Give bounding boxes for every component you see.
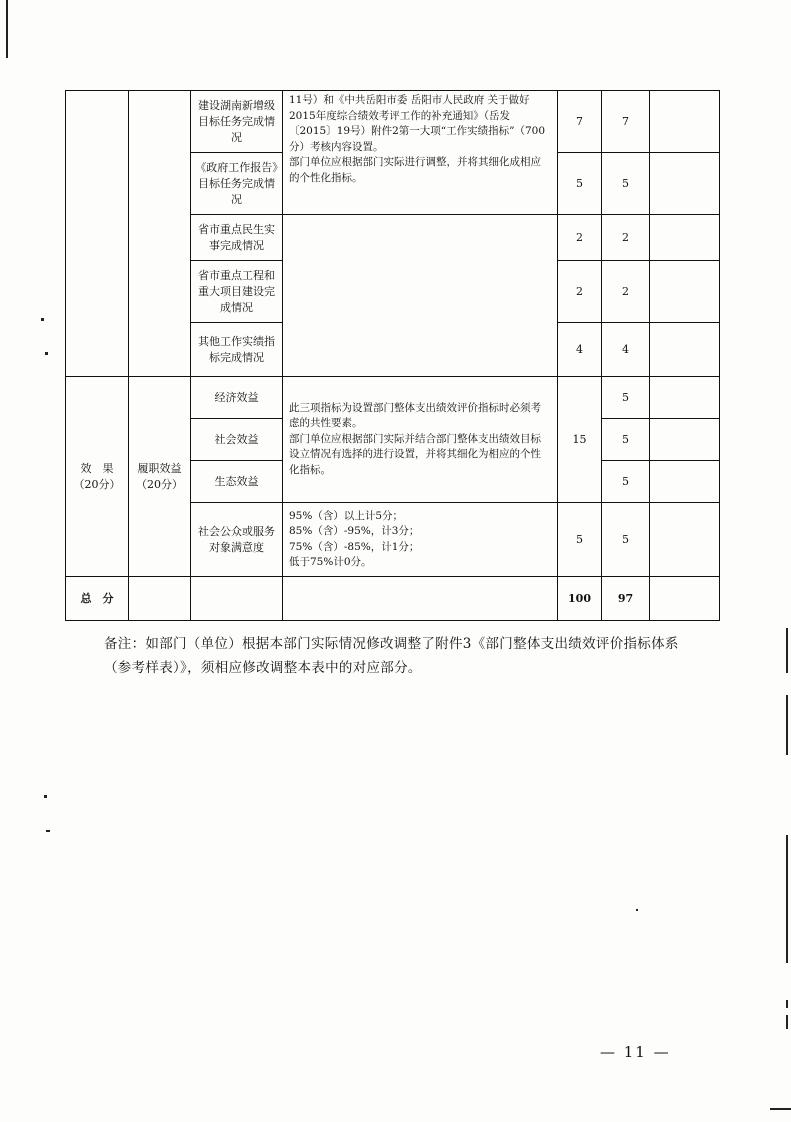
score-cell: 2 xyxy=(602,215,650,261)
indicator-cell: 省市重点民生实事完成情况 xyxy=(191,215,283,261)
scan-dot xyxy=(41,318,44,321)
scan-edge-line-right xyxy=(786,835,788,925)
remark-cell xyxy=(650,91,720,153)
indicator-cell: 社会公众或服务对象满意度 xyxy=(191,503,283,577)
scan-edge-dash-right xyxy=(786,1000,788,1008)
level1-indicator: 效 果（20分） xyxy=(66,377,129,577)
indicator-cell: 其他工作实绩指标完成情况 xyxy=(191,323,283,377)
remark-cell xyxy=(650,215,720,261)
remark-cell xyxy=(650,503,720,577)
remark-cell xyxy=(650,323,720,377)
level2-indicator: 履职效益（20分） xyxy=(129,377,191,577)
weight-cell: 2 xyxy=(558,215,602,261)
scan-edge-line-right xyxy=(786,628,788,673)
remark-cell xyxy=(650,577,720,621)
remark-cell xyxy=(650,419,720,461)
scan-dot xyxy=(44,795,47,798)
level1-cell-empty xyxy=(66,91,129,377)
description-line: 低于75%计0分。 xyxy=(289,556,372,568)
indicator-description xyxy=(283,91,558,215)
description-line: 部门单位应根据部门实际并结合部门整体支出绩效目标设立情况有选择的进行设置，并将其细化为相应的个性化指标。 xyxy=(289,432,541,476)
description-line: 95%（含）以上计5分； xyxy=(289,509,404,522)
description-line: 11号）和《中共岳阳市委 岳阳市人民政府 关于做好2015年度综合绩效考评工作的补充通知》（岳发〔2015〕19号）附件2第一大项“工作实绩指标”（700分）考核内容设置。 xyxy=(289,94,546,153)
table-row xyxy=(66,91,720,153)
weight-cell: 4 xyxy=(558,323,602,377)
description-line: 85%（含）-95%，计3分； xyxy=(289,525,420,537)
weight-cell: 7 xyxy=(558,91,602,153)
weight-cell: 5 xyxy=(558,503,602,577)
description-line: 部门单位应根据部门实际进行调整，并将其细化成相应的个性化指标。 xyxy=(289,156,541,184)
score-cell: 5 xyxy=(602,461,650,503)
indicator-cell: 建设湖南新增级目标任务完成情况 xyxy=(191,91,283,153)
table-row xyxy=(66,377,720,419)
description-line: 75%（含）-85%，计1分； xyxy=(289,540,420,553)
indicator-cell: 经济效益 xyxy=(191,377,283,419)
score-cell: 5 xyxy=(602,503,650,577)
total-label: 总 分 xyxy=(66,577,129,621)
weight-cell: 5 xyxy=(558,153,602,215)
score-cell: 5 xyxy=(602,377,650,419)
scan-dot xyxy=(46,830,50,832)
total-row xyxy=(66,577,720,621)
empty-cell xyxy=(283,577,558,621)
score-cell: 5 xyxy=(602,419,650,461)
scan-edge-line-top-left xyxy=(6,0,8,58)
description-cell-empty xyxy=(283,215,558,377)
scan-dot xyxy=(45,352,48,355)
evaluation-table xyxy=(65,90,720,621)
score-cell: 7 xyxy=(602,91,650,153)
remark-cell xyxy=(650,261,720,323)
indicator-cell: 《政府工作报告》目标任务完成情况 xyxy=(191,153,283,215)
remark-cell xyxy=(650,461,720,503)
score-cell: 4 xyxy=(602,323,650,377)
empty-cell xyxy=(129,577,191,621)
remark-cell xyxy=(650,377,720,419)
footnote-remark: 备注：如部门（单位）根据本部门实际情况修改调整了附件3《部门整体支出绩效评价指标体系（参考样表）》，须相应修改调整本表中的对应部分。 xyxy=(104,636,679,676)
indicator-cell: 生态效益 xyxy=(191,461,283,503)
scan-edge-line-bottom-right xyxy=(770,1108,791,1110)
empty-cell xyxy=(191,577,283,621)
indicator-cell: 省市重点工程和重大项目建设完成情况 xyxy=(191,261,283,323)
score-cell: 2 xyxy=(602,261,650,323)
weight-cell: 2 xyxy=(558,261,602,323)
level2-cell-empty xyxy=(129,91,191,377)
benefit-description xyxy=(283,377,558,503)
scan-edge-dash-right xyxy=(786,1015,788,1029)
remark-cell xyxy=(650,153,720,215)
indicator-cell: 社会效益 xyxy=(191,419,283,461)
scan-dot xyxy=(636,909,638,911)
description-line: 此三项指标为设置部门整体支出绩效评价指标时必须考虑的共性要素。 xyxy=(289,401,541,430)
benefit-weight-cell: 15 xyxy=(558,377,602,503)
page-number: — 11 — xyxy=(600,1043,671,1061)
satisfaction-scoring-rules xyxy=(283,503,558,577)
scan-edge-line-right xyxy=(786,695,788,755)
total-weight: 100 xyxy=(558,577,602,621)
scan-edge-line-right xyxy=(786,925,788,963)
score-cell: 5 xyxy=(602,153,650,215)
total-score: 97 xyxy=(602,577,650,621)
